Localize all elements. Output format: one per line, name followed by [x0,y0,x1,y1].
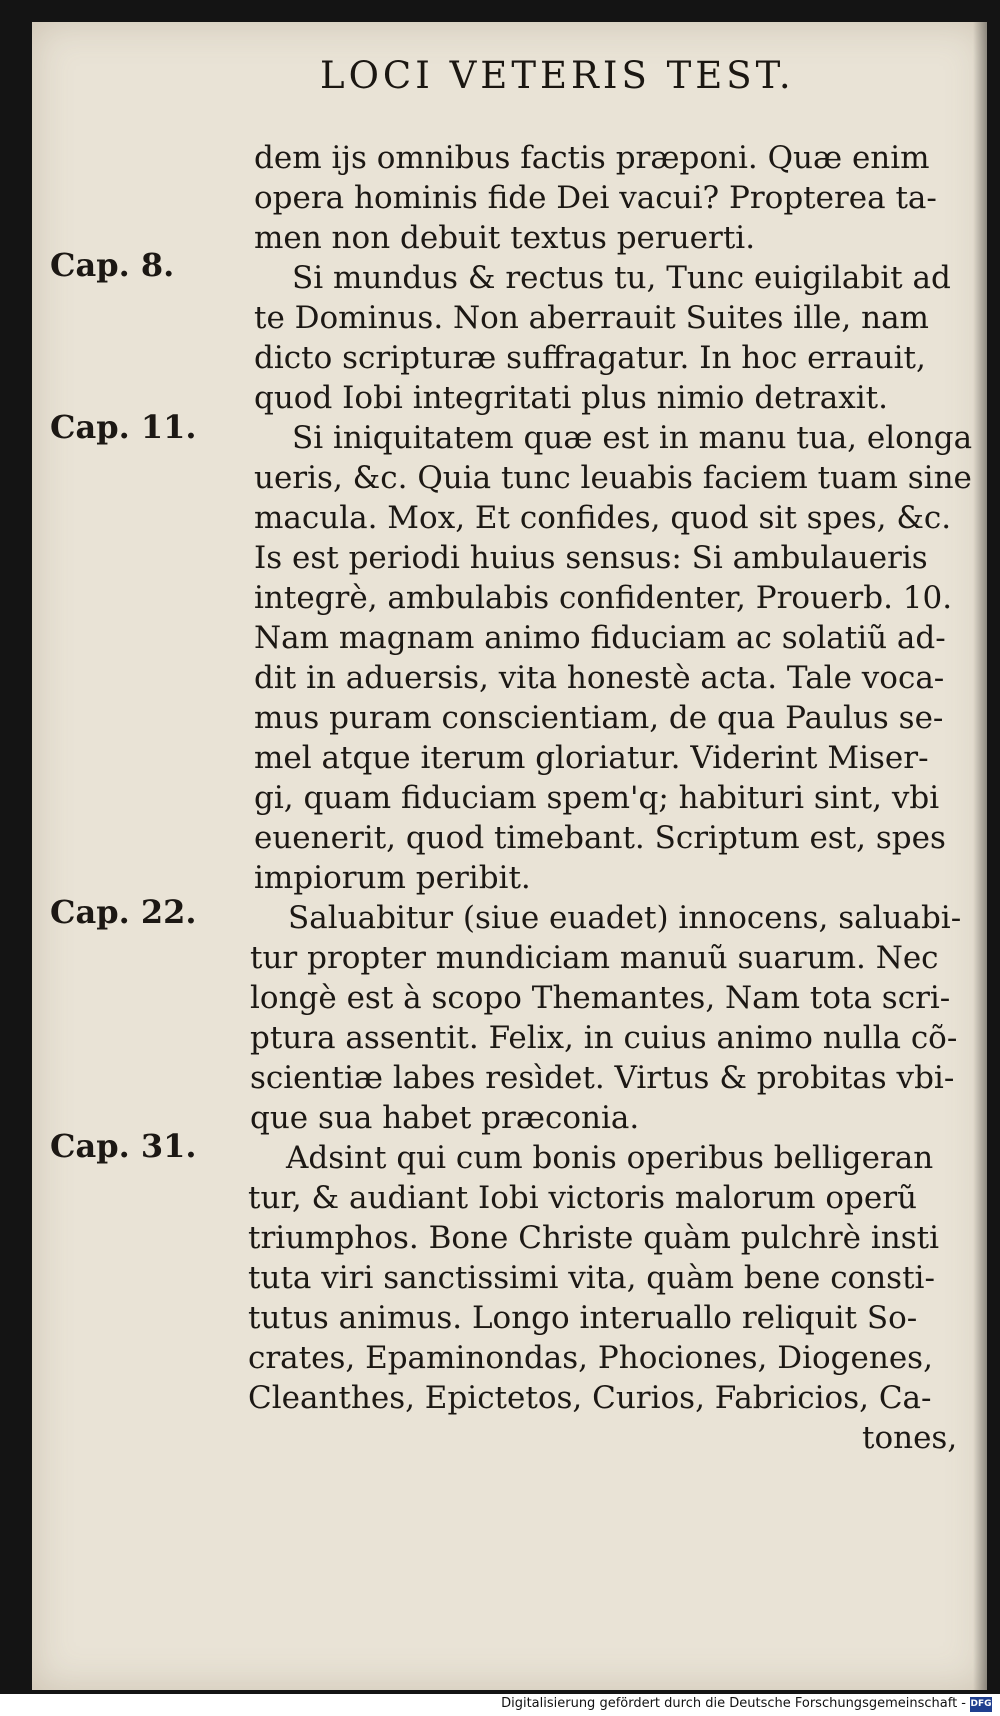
footer-credit: Digitalisierung gefördert durch die Deutsche Forschungsgemeinschaft - [501,1696,966,1711]
margin-note-cap-22: Cap. 22. [50,893,197,931]
text-line: Si iniquitatem quæ est in manu tua, elonga [292,420,973,456]
text-line: macula. Mox, Et confides, quod sit spes, &c. [254,500,952,536]
text-line: ueris, &c. Quia tunc leuabis faciem tuam sine [254,460,972,496]
running-header: LOCI VETERIS TEST. [320,54,795,97]
text-line: tutus animus. Longo interuallo reliquit So- [248,1300,918,1336]
text-line: scientiæ labes resìdet. Virtus & probitas vbi- [250,1060,955,1096]
text-line: mus puram conscientiam, de qua Paulus se- [254,700,944,736]
text-line: longè est à scopo Themantes, Nam tota scri- [250,980,951,1016]
text-line: te Dominus. Non aberrauit Suites ille, nam [254,300,929,336]
text-line: Saluabitur (siue euadet) innocens, saluabi- [288,900,962,936]
text-line: dit in aduersis, vita honestè acta. Tale voca- [254,660,945,696]
margin-note-cap-8: Cap. 8. [50,246,175,284]
text-line: Is est periodi huius sensus: Si ambulaueris [254,540,928,576]
margin-note-cap-31: Cap. 31. [50,1127,197,1165]
text-line: gi, quam fiduciam spem'q; habituri sint, vbi [254,780,940,816]
text-line: men non debuit textus peruerti. [254,220,756,256]
text-line: quod Iobi integritati plus nimio detraxit. [254,380,888,416]
text-line: dem ijs omnibus factis præponi. Quæ enim [254,140,930,176]
page-edge-shadow [973,22,987,1690]
text-line: mel atque iterum gloriatur. Viderint Miser- [254,740,929,776]
text-line: tur, & audiant Iobi victoris malorum operũ [248,1180,918,1216]
margin-note-cap-11: Cap. 11. [50,408,197,446]
dfg-logo: DFG [970,1697,992,1712]
text-line: impiorum peribit. [254,860,531,896]
footer-bar [0,1694,1000,1716]
text-line: Si mundus & rectus tu, Tunc euigilabit ad [292,260,951,296]
text-line: dicto scripturæ suffragatur. In hoc errauit, [254,340,926,376]
text-line: Cleanthes, Epictetos, Curios, Fabricios, Ca- [248,1380,932,1416]
catchword: tones, [862,1420,958,1456]
text-line: ptura assentit. Felix, in cuius animo nulla cõ- [250,1020,958,1056]
text-line: tur propter mundiciam manuũ suarum. Nec [250,940,939,976]
text-line: crates, Epaminondas, Phociones, Diogenes, [248,1340,933,1376]
text-line: triumphos. Bone Christe quàm pulchrè insti [248,1220,940,1256]
text-line: euenerit, quod timebant. Scriptum est, spes [254,820,946,856]
text-line: Adsint qui cum bonis operibus belligeran [286,1140,934,1176]
text-line: integrè, ambulabis confidenter, Prouerb. 10. [254,580,953,616]
text-line: tuta viri sanctissimi vita, quàm bene consti- [248,1260,935,1296]
text-line: Nam magnam animo fiduciam ac solatiũ ad- [254,620,946,656]
text-line: opera hominis fide Dei vacui? Propterea ta- [254,180,937,216]
text-line: que sua habet præconia. [250,1100,640,1136]
